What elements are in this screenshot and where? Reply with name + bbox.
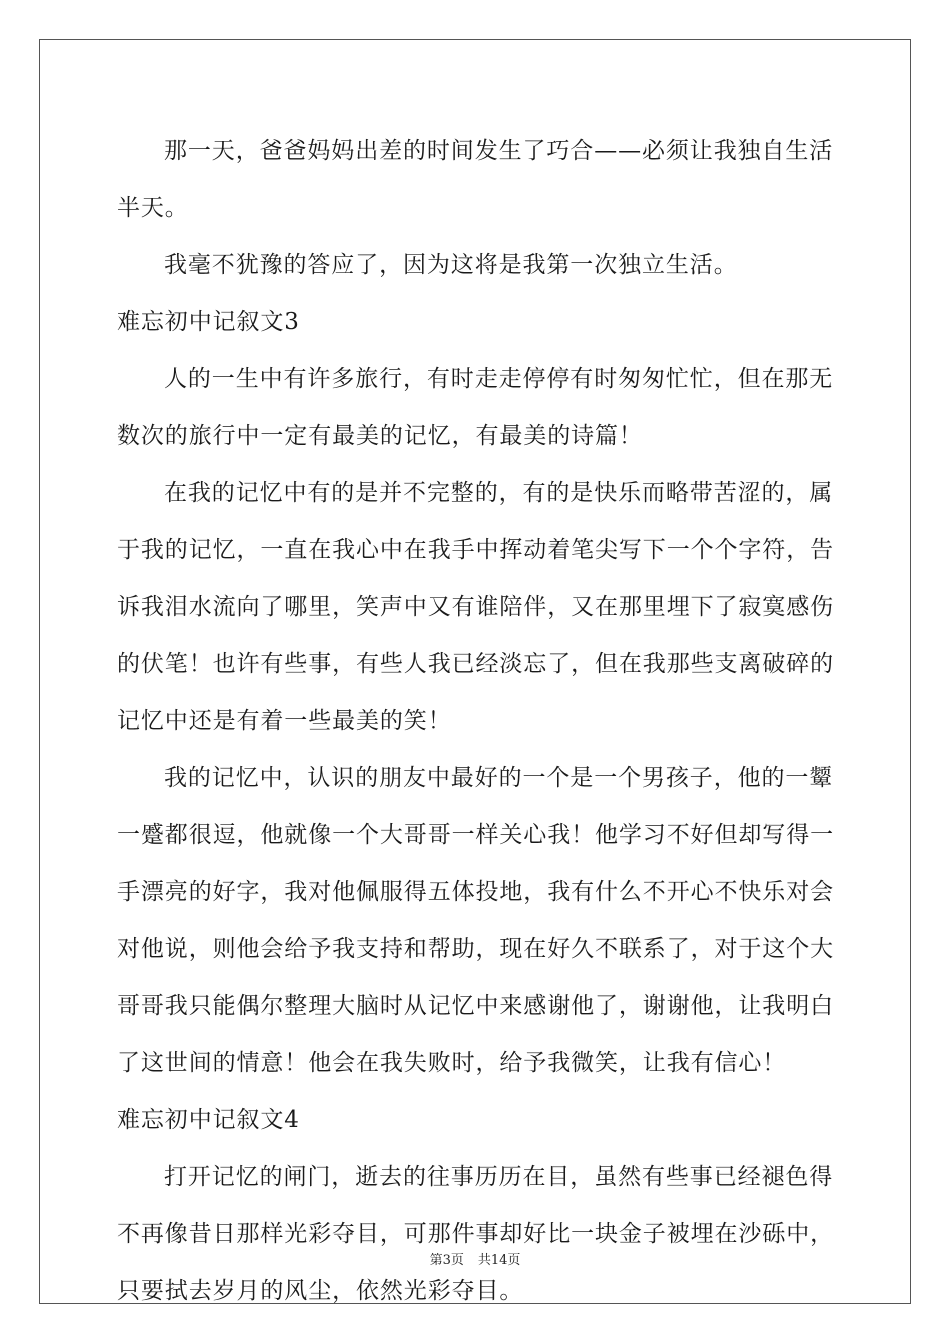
text-line: 只要拭去岁月的风尘，依然光彩夺目。 bbox=[117, 1278, 524, 1304]
text-line: 那一天，爸爸妈妈出差的时间发生了巧合——必须让我独自生活 bbox=[164, 138, 834, 164]
page-footer bbox=[0, 1249, 950, 1268]
text-line: 了这世间的情意！他会在我失败时，给予我微笑，让我有信心！ bbox=[117, 1050, 787, 1076]
text-line: 不再像昔日那样光彩夺目，可那件事却好比一块金子被埋在沙砾中， bbox=[117, 1221, 834, 1247]
document-body bbox=[117, 123, 833, 1320]
text-line: 我毫不犹豫的答应了，因为这将是我第一次独立生活。 bbox=[164, 252, 738, 278]
text-line: 记忆中还是有着一些最美的笑！ bbox=[117, 708, 452, 734]
text-line: 手漂亮的好字，我对他佩服得五体投地，我有什么不开心不快乐对会 bbox=[117, 879, 834, 905]
text-line: 打开记忆的闸门，逝去的往事历历在目，虽然有些事已经褪色得 bbox=[164, 1164, 834, 1190]
text-line: 一蹙都很逗，他就像一个大哥哥一样关心我！他学习不好但却写得一 bbox=[117, 822, 834, 848]
section-heading: 难忘初中记叙文3 bbox=[117, 309, 300, 335]
text-line: 诉我泪水流向了哪里，笑声中又有谁陪伴，又在那里埋下了寂寞感伤 bbox=[117, 594, 834, 620]
text-line: 人的一生中有许多旅行，有时走走停停有时匆匆忙忙，但在那无 bbox=[164, 366, 834, 392]
text-line: 半天。 bbox=[117, 195, 189, 221]
section-heading: 难忘初中记叙文4 bbox=[117, 1107, 300, 1133]
page-total: 共14页 bbox=[477, 1253, 521, 1268]
text-line: 在我的记忆中有的是并不完整的，有的是快乐而略带苦涩的，属 bbox=[164, 480, 834, 506]
text-line: 的伏笔！也许有些事，有些人我已经淡忘了，但在我那些支离破碎的 bbox=[117, 651, 834, 677]
text-line: 哥哥我只能偶尔整理大脑时从记忆中来感谢他了，谢谢他，让我明白 bbox=[117, 993, 834, 1019]
text-line: 数次的旅行中一定有最美的记忆，有最美的诗篇！ bbox=[117, 423, 643, 449]
text-line: 于我的记忆，一直在我心中在我手中挥动着笔尖写下一个个字符，告 bbox=[117, 537, 834, 563]
page-number: 第3页 bbox=[429, 1253, 464, 1268]
text-line: 对他说，则他会给予我支持和帮助，现在好久不联系了，对于这个大 bbox=[117, 936, 834, 962]
text-line: 我的记忆中，认识的朋友中最好的一个是一个男孩子，他的一颦 bbox=[164, 765, 834, 791]
